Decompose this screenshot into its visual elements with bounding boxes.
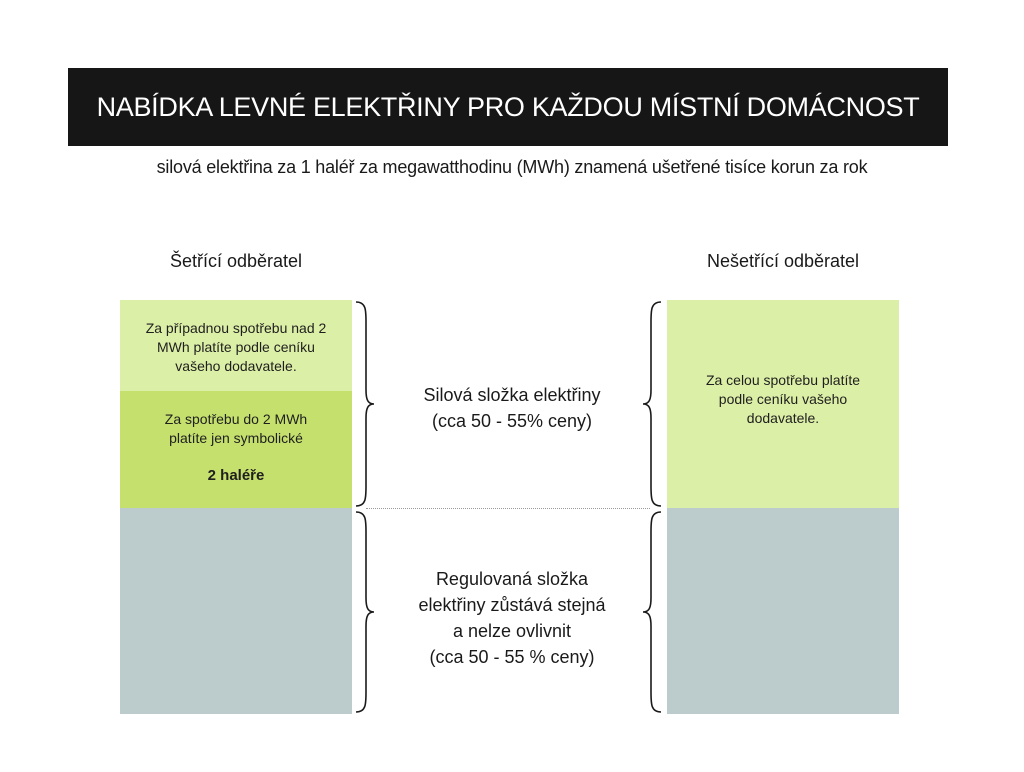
right-bottom-block <box>667 508 899 714</box>
power-component-line: Silová složka elektřiny <box>423 385 601 405</box>
power-component-label <box>380 382 644 434</box>
right-bottom-brace-icon <box>641 510 663 714</box>
left-bottom-brace-icon <box>354 510 376 714</box>
left-top-brace-icon <box>354 300 376 508</box>
regulated-component-line: Regulovaná složka <box>435 569 589 589</box>
component-divider <box>366 508 650 509</box>
regulated-component-line: elektřiny zůstává stejná <box>418 595 606 615</box>
price-label: 2 haléře <box>207 467 265 484</box>
regulated-component-label <box>380 566 644 670</box>
left-mid-block <box>120 391 352 508</box>
regulated-component-line: a nelze ovlivnit <box>452 621 572 641</box>
page-title: NABÍDKA LEVNÉ ELEKTŘINY PRO KAŽDOU MÍSTNÍ DOMÁCNOST <box>96 91 920 122</box>
title-bar <box>68 68 948 146</box>
left-mid-block-text: Za spotřebu do 2 MWh platíte jen symbolické <box>164 411 308 446</box>
left-column-label: Šetřící odběratel <box>169 251 303 271</box>
left-top-block-text: Za případnou spotřebu nad 2 MWh platíte podle ceníku vašeho dodavatele. <box>145 320 327 374</box>
page-subtitle: silová elektřina za 1 haléř za megawatthodinu (MWh) znamená ušetřené tisíce korun za rok <box>156 157 868 177</box>
right-top-block <box>667 300 899 508</box>
right-top-brace-icon <box>641 300 663 508</box>
power-component-line: (cca 50 - 55% ceny) <box>431 411 593 431</box>
left-top-block <box>120 300 352 391</box>
right-top-block-text: Za celou spotřebu platíte podle ceníku vašeho dodavatele. <box>705 372 861 426</box>
regulated-component-line: (cca 50 - 55 % ceny) <box>429 647 595 667</box>
right-column-label: Nešetřící odběratel <box>706 251 860 271</box>
left-bottom-block <box>120 508 352 714</box>
